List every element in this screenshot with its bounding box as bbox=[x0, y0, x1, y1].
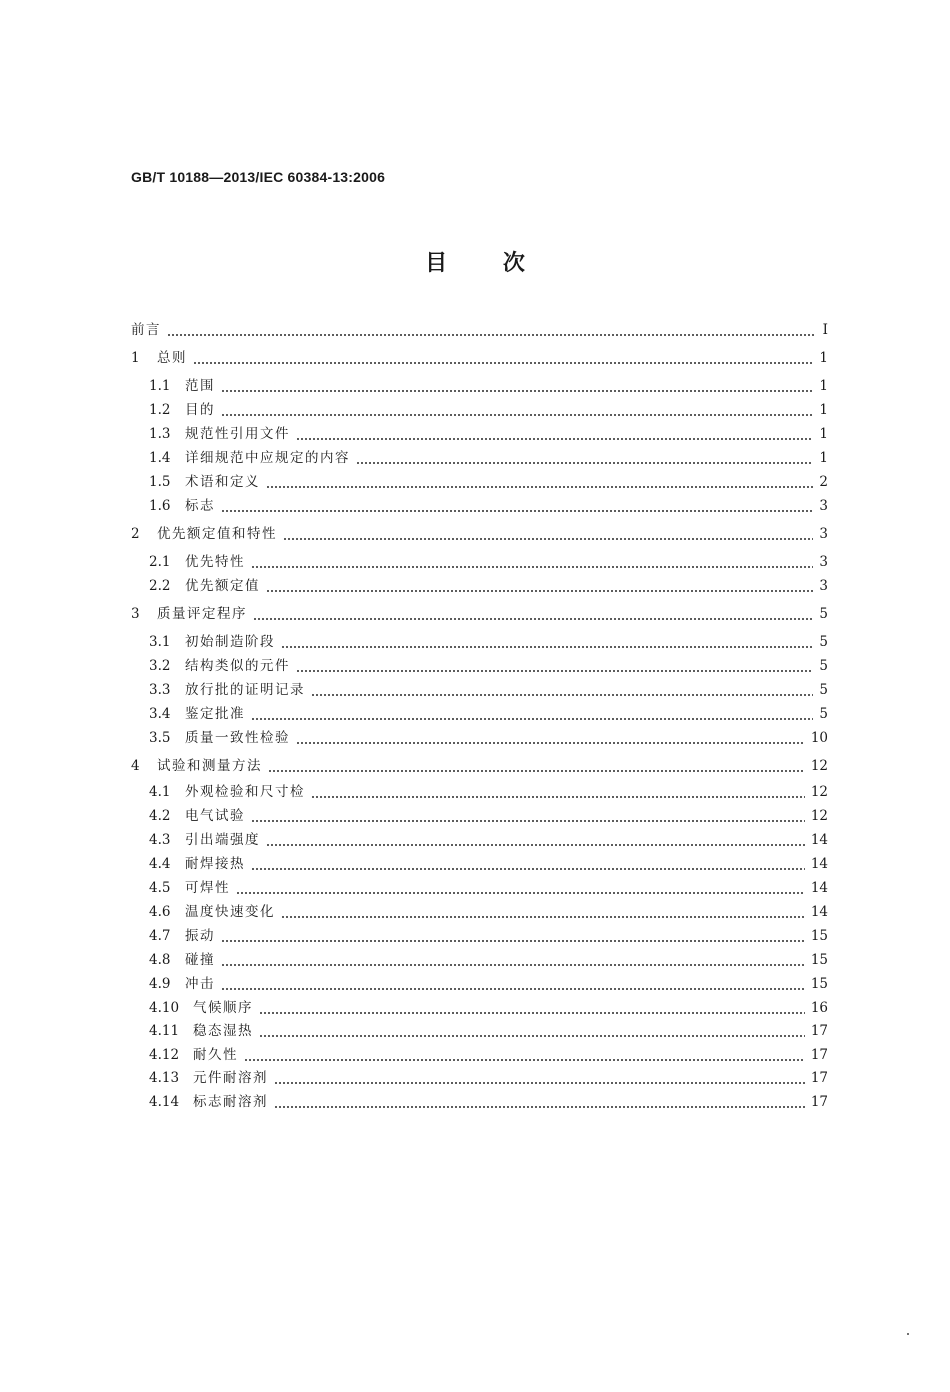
dot-leader bbox=[268, 756, 805, 776]
toc-entry-label: 质量评定程序 bbox=[157, 606, 247, 622]
dot-leader bbox=[221, 950, 805, 970]
toc-entry-label: 详细规范中应规定的内容 bbox=[185, 450, 350, 466]
toc-entry-page: 1 bbox=[819, 402, 828, 418]
toc-entry-number: 3.2 bbox=[149, 658, 171, 674]
toc-entry bbox=[131, 756, 828, 776]
toc-entry bbox=[149, 448, 828, 468]
toc-entry-label: 前言 bbox=[131, 322, 161, 338]
toc-entry-number: 4.10 bbox=[149, 1000, 180, 1016]
toc-entry-label: 振动 bbox=[185, 928, 215, 944]
dot-leader bbox=[221, 974, 805, 994]
toc-entry bbox=[131, 348, 828, 368]
toc-entry-label: 可焊性 bbox=[185, 880, 230, 896]
toc-entry-number: 4.4 bbox=[149, 856, 171, 872]
toc-entry-number: 4.3 bbox=[149, 832, 171, 848]
dot-leader bbox=[221, 926, 805, 946]
toc-entry-page: 5 bbox=[819, 682, 828, 698]
toc-entry-number: 3.1 bbox=[149, 634, 171, 650]
toc-entry-number: 4 bbox=[131, 758, 140, 774]
toc-entry-number: 3.5 bbox=[149, 730, 171, 746]
toc-entry bbox=[149, 1092, 828, 1112]
toc-entry bbox=[149, 806, 828, 826]
toc-entry-page: Ⅰ bbox=[822, 322, 828, 338]
dot-leader bbox=[266, 576, 813, 596]
toc-entry-label: 术语和定义 bbox=[185, 474, 260, 490]
toc-entry-number: 2.1 bbox=[149, 554, 171, 570]
toc-entry-page: 2 bbox=[819, 474, 828, 490]
toc-entry-number: 4.1 bbox=[149, 784, 171, 800]
toc-entry bbox=[149, 1068, 828, 1088]
toc-entry-page: 1 bbox=[819, 350, 828, 366]
dot-leader bbox=[283, 524, 813, 544]
toc-entry-page: 12 bbox=[810, 784, 828, 800]
toc-entry-label: 气候顺序 bbox=[193, 1000, 253, 1016]
toc-entry bbox=[149, 902, 828, 922]
toc-entry bbox=[149, 552, 828, 572]
toc-entry-label: 温度快速变化 bbox=[185, 904, 275, 920]
toc-entry-number: 1.4 bbox=[149, 450, 171, 466]
dot-leader bbox=[281, 632, 813, 652]
dot-leader bbox=[274, 1092, 805, 1112]
toc-entry-number: 2.2 bbox=[149, 578, 171, 594]
toc-entry-page: 3 bbox=[819, 526, 828, 542]
toc-entry bbox=[149, 376, 828, 396]
toc-entry-label: 优先额定值和特性 bbox=[157, 526, 277, 542]
toc-entry-page: 17 bbox=[810, 1047, 828, 1063]
toc-entry-page: 15 bbox=[810, 976, 828, 992]
toc-entry-label: 范围 bbox=[185, 378, 215, 394]
toc-entry-page: 12 bbox=[810, 758, 828, 774]
toc-entry bbox=[149, 830, 828, 850]
dot-leader bbox=[311, 782, 805, 802]
toc-entry bbox=[149, 878, 828, 898]
toc-entry bbox=[149, 576, 828, 596]
toc-entry-label: 试验和测量方法 bbox=[157, 758, 262, 774]
toc-entry-number: 4.7 bbox=[149, 928, 171, 944]
dot-leader bbox=[253, 604, 813, 624]
toc-entry-page: 14 bbox=[810, 904, 828, 920]
toc-entry-number: 4.6 bbox=[149, 904, 171, 920]
scan-mark bbox=[907, 1333, 909, 1335]
toc-entry bbox=[149, 926, 828, 946]
toc-entry-number: 3.3 bbox=[149, 682, 171, 698]
toc-entry-number: 3 bbox=[131, 606, 140, 622]
dot-leader bbox=[296, 728, 805, 748]
toc-entry bbox=[149, 728, 828, 748]
dot-leader bbox=[296, 656, 813, 676]
toc-entry-number: 1.2 bbox=[149, 402, 171, 418]
dot-leader bbox=[259, 1021, 805, 1041]
toc-entry-label: 结构类似的元件 bbox=[185, 658, 290, 674]
dot-leader bbox=[236, 878, 805, 898]
standard-code: GB/T 10188—2013/IEC 60384-13:2006 bbox=[131, 169, 386, 185]
toc-entry-number: 2 bbox=[131, 526, 140, 542]
toc-entry-label: 冲击 bbox=[185, 976, 215, 992]
toc-entry bbox=[149, 950, 828, 970]
toc-entry bbox=[149, 400, 828, 420]
toc-entry bbox=[149, 472, 828, 492]
toc-entry-label: 优先特性 bbox=[185, 554, 245, 570]
toc-entry-number: 4.2 bbox=[149, 808, 171, 824]
toc-entry bbox=[149, 974, 828, 994]
toc-entry-page: 3 bbox=[819, 498, 828, 514]
toc-entry-label: 总则 bbox=[157, 350, 187, 366]
toc-entry bbox=[149, 680, 828, 700]
toc-entry-page: 14 bbox=[810, 856, 828, 872]
toc-entry-label: 放行批的证明记录 bbox=[185, 682, 305, 698]
toc-entry-number: 1 bbox=[131, 350, 140, 366]
toc-entry-page: 14 bbox=[810, 832, 828, 848]
toc-entry-page: 1 bbox=[819, 450, 828, 466]
toc-entry-number: 4.5 bbox=[149, 880, 171, 896]
toc-entry-number: 1.3 bbox=[149, 426, 171, 442]
dot-leader bbox=[251, 854, 805, 874]
toc-entry-label: 初始制造阶段 bbox=[185, 634, 275, 650]
toc-entry bbox=[149, 854, 828, 874]
toc-entry-page: 17 bbox=[810, 1023, 828, 1039]
toc-entry bbox=[131, 320, 828, 340]
toc-entry-label: 优先额定值 bbox=[185, 578, 260, 594]
toc-entry-page: 1 bbox=[819, 378, 828, 394]
toc-entry-page: 10 bbox=[810, 730, 828, 746]
dot-leader bbox=[266, 472, 813, 492]
dot-leader bbox=[251, 806, 805, 826]
dot-leader bbox=[221, 376, 813, 396]
toc-entry bbox=[149, 782, 828, 802]
dot-leader bbox=[244, 1045, 805, 1065]
toc-entry-page: 15 bbox=[810, 928, 828, 944]
toc-entry-page: 12 bbox=[810, 808, 828, 824]
toc-entry bbox=[131, 604, 828, 624]
toc-entry-page: 5 bbox=[819, 658, 828, 674]
toc-entry-label: 引出端强度 bbox=[185, 832, 260, 848]
page-title: 目 次 bbox=[425, 251, 525, 276]
dot-leader bbox=[193, 348, 813, 368]
dot-leader bbox=[296, 424, 813, 444]
toc-entry-page: 17 bbox=[810, 1094, 828, 1110]
toc-entry-page: 3 bbox=[819, 554, 828, 570]
toc-entry-number: 4.13 bbox=[149, 1070, 180, 1086]
dot-leader bbox=[356, 448, 813, 468]
dot-leader bbox=[221, 496, 813, 516]
toc-entry-label: 耐久性 bbox=[193, 1047, 238, 1063]
dot-leader bbox=[251, 704, 813, 724]
toc-entry-label: 外观检验和尺寸检 bbox=[185, 784, 305, 800]
toc-entry bbox=[131, 524, 828, 544]
toc-entry-number: 4.11 bbox=[149, 1023, 180, 1039]
toc-entry-number: 3.4 bbox=[149, 706, 171, 722]
toc-entry-label: 碰撞 bbox=[185, 952, 215, 968]
toc-entry-label: 稳态湿热 bbox=[193, 1023, 253, 1039]
toc-entry-number: 4.8 bbox=[149, 952, 171, 968]
toc-entry bbox=[149, 496, 828, 516]
toc-entry-label: 目的 bbox=[185, 402, 215, 418]
toc-entry-number: 1.1 bbox=[149, 378, 171, 394]
toc-entry-page: 5 bbox=[819, 606, 828, 622]
toc-entry-label: 耐焊接热 bbox=[185, 856, 245, 872]
toc-entry-page: 3 bbox=[819, 578, 828, 594]
toc-entry bbox=[149, 998, 828, 1018]
dot-leader bbox=[266, 830, 805, 850]
dot-leader bbox=[281, 902, 805, 922]
toc-entry-label: 标志耐溶剂 bbox=[193, 1094, 268, 1110]
toc-entry-label: 鉴定批准 bbox=[185, 706, 245, 722]
toc-entry-page: 1 bbox=[819, 426, 828, 442]
dot-leader bbox=[274, 1068, 805, 1088]
dot-leader bbox=[167, 320, 814, 340]
toc-entry-label: 电气试验 bbox=[185, 808, 245, 824]
dot-leader bbox=[259, 998, 805, 1018]
toc-entry-label: 元件耐溶剂 bbox=[193, 1070, 268, 1086]
toc-entry bbox=[149, 656, 828, 676]
toc-entry-page: 14 bbox=[810, 880, 828, 896]
toc-entry-label: 质量一致性检验 bbox=[185, 730, 290, 746]
toc-entry-number: 4.9 bbox=[149, 976, 171, 992]
toc-entry bbox=[149, 424, 828, 444]
toc-entry-number: 1.5 bbox=[149, 474, 171, 490]
dot-leader bbox=[311, 680, 813, 700]
toc-entry bbox=[149, 632, 828, 652]
toc-entry-page: 16 bbox=[810, 1000, 828, 1016]
toc-entry-page: 17 bbox=[810, 1070, 828, 1086]
toc-entry bbox=[149, 1045, 828, 1065]
toc-entry-number: 1.6 bbox=[149, 498, 171, 514]
toc-entry-number: 4.12 bbox=[149, 1047, 180, 1063]
toc-entry-page: 15 bbox=[810, 952, 828, 968]
toc-entry-label: 规范性引用文件 bbox=[185, 426, 290, 442]
toc-entry bbox=[149, 704, 828, 724]
dot-leader bbox=[251, 552, 813, 572]
toc-entry-page: 5 bbox=[819, 634, 828, 650]
toc-entry-number: 4.14 bbox=[149, 1094, 180, 1110]
toc-entry-page: 5 bbox=[819, 706, 828, 722]
toc-entry bbox=[149, 1021, 828, 1041]
dot-leader bbox=[221, 400, 813, 420]
toc-entry-label: 标志 bbox=[185, 498, 215, 514]
